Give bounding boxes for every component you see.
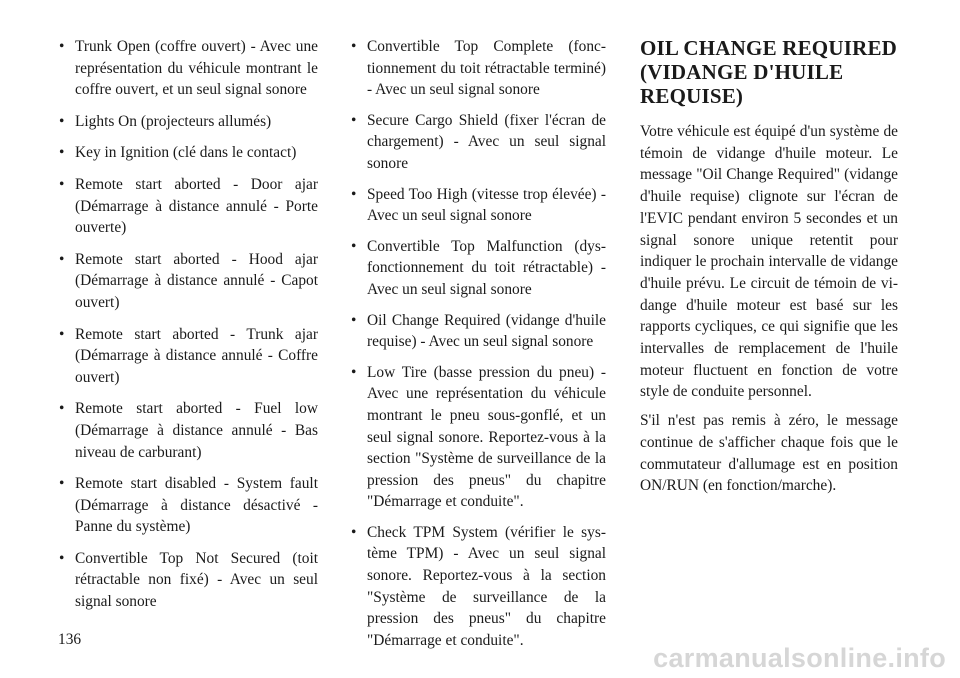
list-item: • Trunk Open (coffre ouvert) - Avec une représentation du véhicule montrant le coffre ouvert, et un seul signal sonore bbox=[58, 36, 318, 101]
right-column bbox=[640, 36, 898, 504]
list-item: • Speed Too High (vitesse trop élevée) - Avec un seul signal sonore bbox=[350, 184, 606, 227]
list-item: • Oil Change Required (vidange d'huile requise) - Avec un seul signal sonore bbox=[350, 310, 606, 353]
body-paragraph: S'il n'est pas remis à zéro, le message continue de s'afficher chaque fois que le commutateur d'allumage est en position ON/RUN (en fonction/marche). bbox=[640, 412, 898, 495]
warning-message-list bbox=[350, 36, 606, 651]
list-item: • Remote start aborted - Trunk ajar (Démarrage à distance annulé - Coffre ouvert) bbox=[58, 324, 318, 389]
body-paragraph: Votre véhicule est équipé d'un système de témoin de vidange d'huile moteur. Le message "Oil Change Required" (vidange d'huile requise) clignote sur l'écran de l'EVIC pendant environ 5 secondes et un signal sonore unique retentit pour indiquer le prochain intervalle de vidange d'huile prévu. Le circuit de témoin de vidange d'huile moteur est basé sur les rapports cycliques, ce qui signifie que les intervalles de remplacement de l'huile moteur fluctuent en fonction de votre style de conduite personnel. bbox=[640, 123, 898, 401]
page-number: 136 bbox=[58, 631, 82, 648]
list-item: • Remote start disabled - System fault (Démarrage à distance désactivé - Panne du système) bbox=[58, 473, 318, 538]
list-item: • Convertible Top Not Secured (toit rétractable non fixé) - Avec un seul signal sonore bbox=[58, 548, 318, 613]
watermark: carmanualsonline.info bbox=[653, 643, 946, 673]
middle-column bbox=[350, 36, 606, 660]
list-item: • Secure Cargo Shield (fixer l'écran de chargement) - Avec un seul signal sonore bbox=[350, 110, 606, 175]
list-item: • Remote start aborted - Fuel low (Démarrage à distance annulé - Bas niveau de carburant) bbox=[58, 398, 318, 463]
left-column bbox=[58, 36, 318, 623]
list-item: • Remote start aborted - Hood ajar (Démarrage à distance annulé - Capot ouvert) bbox=[58, 249, 318, 314]
list-item: • Key in Ignition (clé dans le contact) bbox=[58, 142, 318, 164]
list-item: • Low Tire (basse pression du pneu) - Avec une représentation du véhicule montrant le pneu sous-gonflé, et un seul signal sonore. Reportez-vous à la section "Système de surveillance de la pression des pneus" du chapitre "Démarrage et conduite". bbox=[350, 362, 606, 513]
list-item: • Convertible Top Malfunction (dysfonctionnement du toit rétractable) - Avec un seul signal sonore bbox=[350, 236, 606, 301]
list-item: • Check TPM System (vérifier le système TPM) - Avec un seul signal sonore. Reportez-vous à la section "Système de surveillance de la pression des pneus" du chapitre "Démarrage et conduite". bbox=[350, 522, 606, 652]
list-item: • Remote start aborted - Door ajar (Démarrage à distance annulé - Porte ouverte) bbox=[58, 174, 318, 239]
list-item: • Lights On (projecteurs allumés) bbox=[58, 111, 318, 133]
warning-message-list bbox=[58, 36, 318, 613]
section-heading: OIL CHANGE REQUIRED (VIDANGE D'HUILE REQUISE) bbox=[640, 36, 898, 108]
list-item: • Convertible Top Complete (fonctionnement du toit rétractable terminé) - Avec un seul signal sonore bbox=[350, 36, 606, 101]
